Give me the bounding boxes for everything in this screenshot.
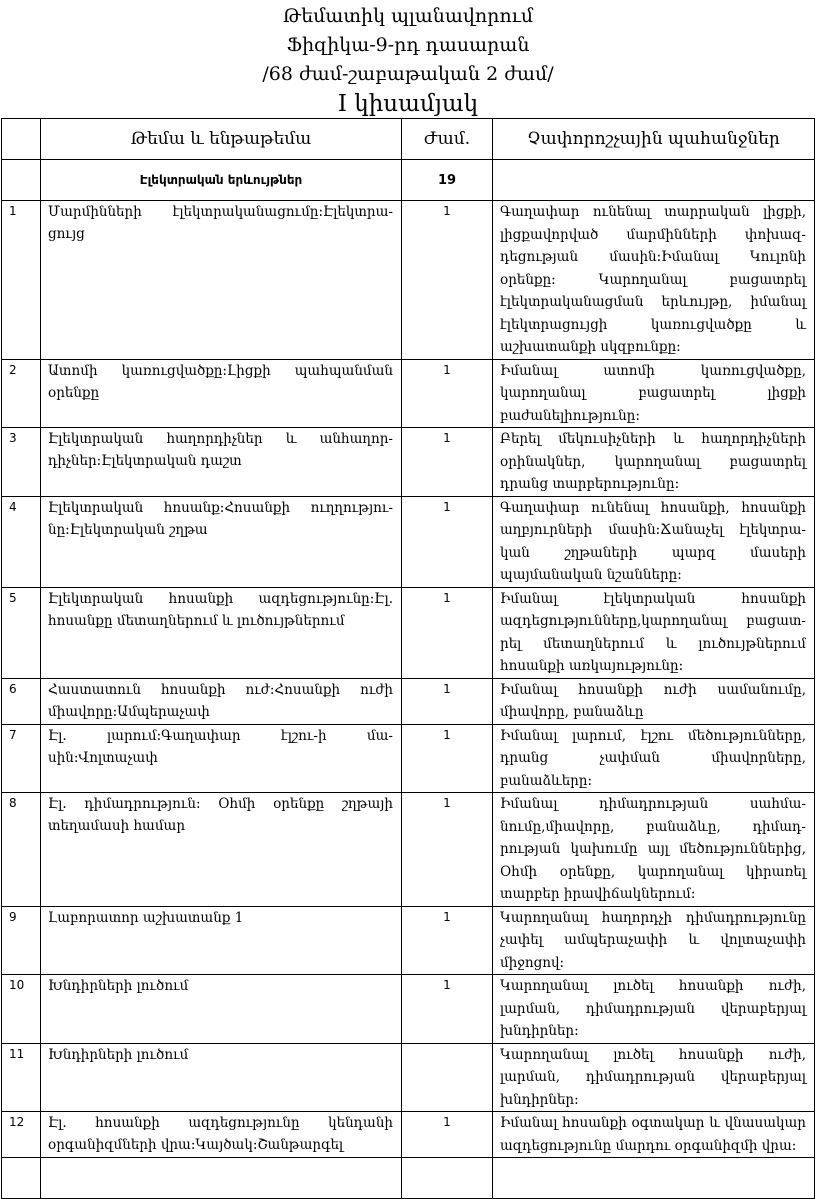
row-requirements: Գաղափար ունենալ հոսանքի, հոսանքի աղբյուրների մասին:Ճանաչել էլեկտրա-կան շղթաների պարզ մասերի պայմանական նշանները: — [493, 496, 815, 587]
row-number: 6 — [2, 678, 41, 724]
section-hours: 19 — [402, 160, 493, 201]
row-number: 4 — [2, 496, 41, 587]
row-number: 12 — [2, 1112, 41, 1158]
row-requirements: Կարողանալ լուծել հոսանքի ուժի, լարման, դիմադրության վերաբերյալ խնդիրներ: — [493, 1043, 815, 1112]
row-number: 2 — [2, 359, 41, 428]
table-row — [2, 359, 815, 428]
row-topic: Էլեկտրական հոսանքի ազդեցությունը:Էլ. հոսանքը մետաղներում և լուծույթներում — [41, 587, 402, 678]
row-hours: 1 — [402, 496, 493, 587]
row-hours — [402, 1043, 493, 1112]
header-hours: Ժամ. — [402, 119, 493, 160]
section-num-cell — [2, 160, 41, 201]
row-number: 1 — [2, 201, 41, 360]
row-topic: Խնդիրների լուծում — [41, 975, 402, 1044]
table-row — [2, 1112, 815, 1158]
hours-summary: /68 ժամ-շաբաթական 2 ժամ/ — [262, 63, 554, 85]
empty-cell — [41, 1158, 402, 1199]
section-row — [2, 160, 815, 201]
header-num — [2, 119, 41, 160]
row-hours: 1 — [402, 793, 493, 907]
section-req-cell — [493, 160, 815, 201]
row-requirements: Իմանալ ատոմի կառուցվածքը, կարողանալ բացատրել լիցքի բաժանելիությունը: — [493, 359, 815, 428]
header-requirements: Չափորոշչային պահանջներ — [493, 119, 815, 160]
row-number: 5 — [2, 587, 41, 678]
row-topic: Ատոմի կառուցվածքը:Լիցքի պահպանման օրենքը — [41, 359, 402, 428]
table-row — [2, 428, 815, 497]
row-hours: 1 — [402, 975, 493, 1044]
row-requirements: Բերել մեկուսիչների և հաղորդիչների օրինակներ, կարողանալ բացատրել դրանց տարբերությունը: — [493, 428, 815, 497]
empty-table-row — [2, 1158, 815, 1199]
row-hours: 1 — [402, 724, 493, 793]
row-number: 11 — [2, 1043, 41, 1112]
semester-label: I կիսամյակ — [337, 91, 479, 117]
row-requirements: Իմանալ հոսանքի օգտակար և վնասակար ազդեցությունը մարդու օրգանիզմի վրա: — [493, 1112, 815, 1158]
row-topic: Խնդիրների լուծում — [41, 1043, 402, 1112]
row-requirements: Իմանալ հոսանքի ուժի սամանումը, միավորը, բանաձևը — [493, 678, 815, 724]
empty-cell — [2, 1158, 41, 1199]
row-requirements: Կարողանալ հաղորդչի դիմադրությունը չափել ամպերաչափի և վոլտաչափի միջոցով: — [493, 906, 815, 975]
row-topic: Էլեկտրական հոսանք:Հոսանքի ուղղությու-նը:Էլեկտրական շղթա — [41, 496, 402, 587]
row-number: 3 — [2, 428, 41, 497]
plan-title: Թեմատիկ պլանավորում — [282, 5, 534, 27]
header-topic: Թեմա և ենթաթեմա — [41, 119, 402, 160]
table-row — [2, 587, 815, 678]
row-hours: 1 — [402, 428, 493, 497]
row-hours: 1 — [402, 678, 493, 724]
row-requirements: Իմանալ էլեկտրական հոսանքի ազդեցությունները,կարողանալ բացատ-րել մետաղներում և լուծույթներում հոսանքի առկայությունը: — [493, 587, 815, 678]
table-row — [2, 724, 815, 793]
row-topic: Էլ. լարում:Գաղափար էլշու-ի մա-սին:Վոլտաչափ — [41, 724, 402, 793]
table-row — [2, 496, 815, 587]
row-hours: 1 — [402, 587, 493, 678]
table-row — [2, 793, 815, 907]
row-topic: Լաբորատոր աշխատանք 1 — [41, 906, 402, 975]
document-heading — [0, 2, 816, 119]
row-hours: 1 — [402, 201, 493, 360]
row-topic: Էլ. հոսանքի ազդեցությունը կենդանի օրգանիզմների վրա:Կայծակ:Շանթարգել — [41, 1112, 402, 1158]
row-requirements: Իմանալ դիմադրության սահմա-նումը,միավորը, բանաձևը, դիմադ-րության կախումը այլ մեծություններից, Օհմի օրենքը, կարողանալ կիրառել տարբեր իրավիճակներում: — [493, 793, 815, 907]
row-topic: Մարմինների էլեկտրականացումը:Էլեկտրա-ցույց — [41, 201, 402, 360]
row-hours: 1 — [402, 1112, 493, 1158]
table-row — [2, 1043, 815, 1112]
row-topic: Հաստատուն հոսանքի ուժ:Հոսանքի ուժի միավորը:Ամպերաչափ — [41, 678, 402, 724]
row-requirements: Գաղափար ունենալ տարրական լիցքի, լիցքավորված մարմինների փոխազ-դեցության մասին:Իմանալ Կուլոնի օրենքը: Կարողանալ բացատրել էլեկտրականացման երևույթը, իմանալ էլեկտրացույցի կառուցվածքը և աշխատանքի սկզբունքը: — [493, 201, 815, 360]
row-number: 7 — [2, 724, 41, 793]
table-row — [2, 201, 815, 360]
table-row — [2, 906, 815, 975]
row-number: 9 — [2, 906, 41, 975]
row-number: 10 — [2, 975, 41, 1044]
empty-cell — [402, 1158, 493, 1199]
row-topic: Էլեկտրական հաղորդիչներ և անհաղոր-դիչներ:Էլեկտրական դաշտ — [41, 428, 402, 497]
row-hours: 1 — [402, 359, 493, 428]
row-hours: 1 — [402, 906, 493, 975]
table-header-row — [2, 119, 815, 160]
subject-grade: Ֆիզիկա-9-րդ դասարան — [286, 34, 530, 56]
empty-cell — [493, 1158, 815, 1199]
section-title: Էլեկտրական երևույթներ — [41, 160, 402, 201]
thematic-plan-table — [1, 118, 815, 1199]
row-requirements: Կարողանալ լուծել հոսանքի ուժի, լարման, դիմադրության վերաբերյալ խնդիրներ: — [493, 975, 815, 1044]
row-requirements: Իմանալ լարում, էլշու մեծությունները, դրանց չափման միավորները, բանաձևերը: — [493, 724, 815, 793]
table-row — [2, 975, 815, 1044]
row-topic: Էլ. դիմադրություն: Օհմի օրենքը շղթայի տեղամասի համար — [41, 793, 402, 907]
row-number: 8 — [2, 793, 41, 907]
table-row — [2, 678, 815, 724]
